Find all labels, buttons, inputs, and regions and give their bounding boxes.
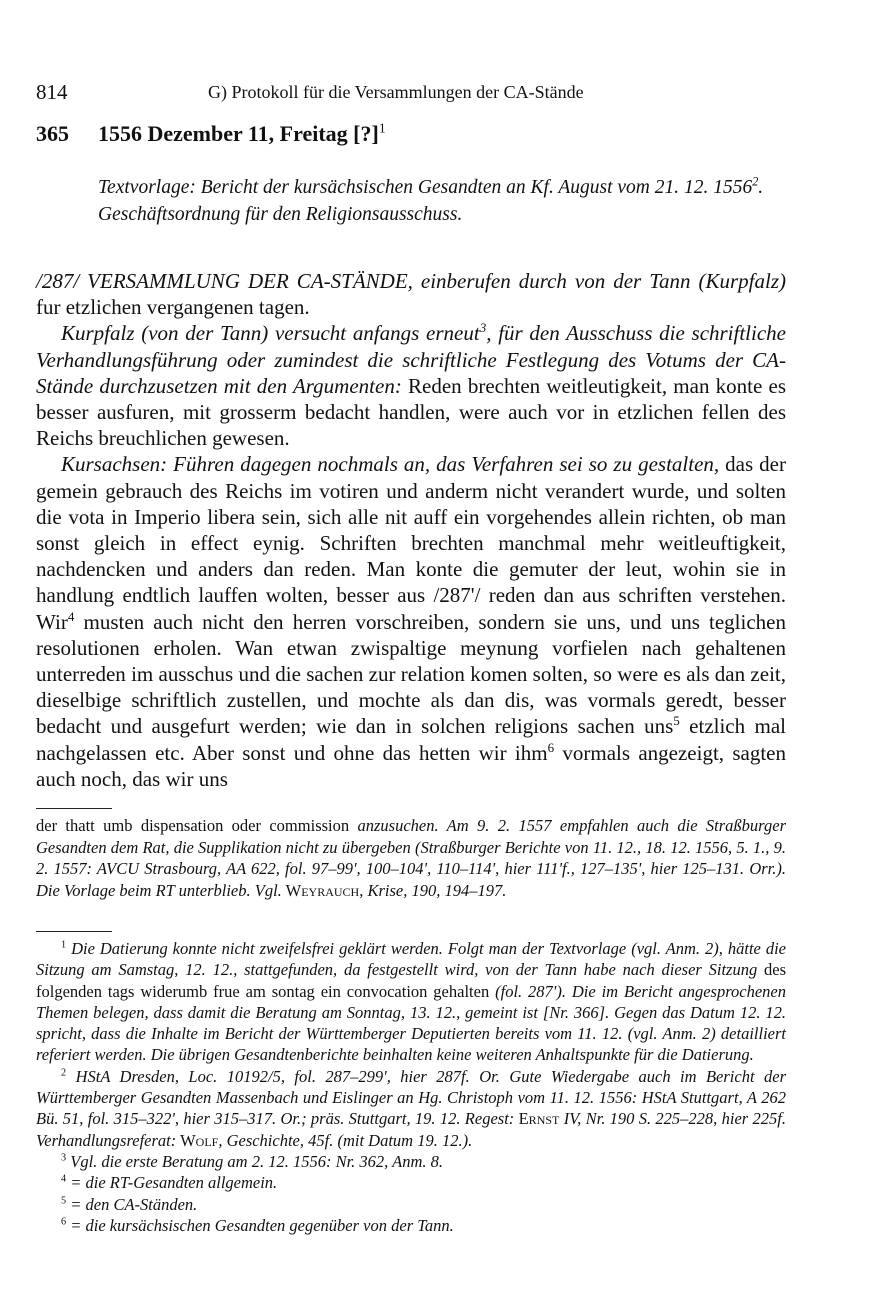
footnote-4 bbox=[36, 1172, 786, 1193]
p1-text: fur etzlichen vergangenen tagen. bbox=[36, 295, 310, 320]
p3-text-c: etzlich mal nachgelassen etc. Aber sonst und ohne das hetten wir ihm bbox=[36, 714, 786, 765]
fn4-mark: 4 bbox=[61, 1173, 67, 1185]
fn2-italic-c: , Geschichte, 45f. (mit Datum 19. 12.). bbox=[218, 1130, 473, 1150]
running-header bbox=[36, 80, 786, 106]
document-number: 365 bbox=[36, 121, 69, 146]
p3-italic: Kursachsen: Führen dagegen nochmals an, das Verfahren sei so zu gestalten, bbox=[61, 452, 720, 477]
footnote-ref-2[interactable]: 2 bbox=[752, 174, 759, 189]
footnote-ref-1[interactable]: 1 bbox=[378, 120, 386, 136]
fn2-author-1: Ernst bbox=[514, 1109, 560, 1129]
fn4-italic: = die RT-Gesandten allgemein. bbox=[66, 1173, 278, 1193]
main-text bbox=[36, 268, 786, 792]
footnote-6 bbox=[36, 1215, 786, 1236]
footnote-ref-5[interactable]: 5 bbox=[673, 713, 680, 729]
fn1-text: des folgenden tags widerumb frue am sontag ein convocation gehalten bbox=[36, 960, 787, 1001]
p3-text-d: vormals angezeigt, sagten auch noch, das wir uns bbox=[36, 740, 787, 791]
cont-author: Weyrauch bbox=[281, 880, 360, 900]
footnote-3 bbox=[36, 1151, 786, 1172]
fn2-italic-a: HStA Dresden, Loc. 10192/5, fol. 287–299', hier 287f. Or. Gute Wiedergabe auch im Bericht der Württemberger Gesandten Massenbach und Eislinger an Hg. Christoph vom 11. 12. 1556: HStA Stuttgart, A 262 Bü. 51, fol. 315–322', hier 315–317. Or.; präs. Stuttgart, 19. 12. Regest: bbox=[36, 1066, 786, 1129]
fn2-italic-b: IV, Nr. 190 S. 225–228, hier 225f. Verhandlungsreferat: bbox=[36, 1109, 786, 1150]
cont-text: der thatt umb dispensation oder commission bbox=[36, 816, 358, 835]
continuation-rule bbox=[36, 808, 112, 809]
page-number: 814 bbox=[36, 80, 68, 104]
footnote-ref-6[interactable]: 6 bbox=[547, 739, 555, 755]
paragraph-2 bbox=[36, 320, 786, 451]
p2-text: Reden brechten weitleutigkeit, man konte es besser ausfuren, mit grosserm bedacht handlen, were auch vor in etzlichen fellen des Reichs breuchlichen gewesen. bbox=[36, 373, 786, 451]
continued-note bbox=[36, 815, 786, 901]
footnotes bbox=[36, 938, 786, 1236]
footnote-ref-4[interactable]: 4 bbox=[67, 608, 75, 624]
footnote-1 bbox=[36, 938, 786, 1066]
cont-italic-a: anzusuchen. Am 9. 2. 1557 empfahlen auch die Straßburger Gesandten dem Rat, die Supplikation nicht zu übergeben (Straßburger Berichte von 11. 12., 18. 12. 1556, 5. 1., 9. 2. 1557: AVCU Strasbourg, AA 622, fol. 97–99', 100–104', 110–114', hier 111'f., 127–135', hier 125–131. Orr.). Die Vorlage beim RT unterblieb. Vgl. bbox=[36, 816, 786, 900]
procedure-line: Geschäftsordnung für den Religionsausschuss. bbox=[98, 204, 463, 225]
source-note bbox=[98, 174, 786, 228]
fn5-italic: = den CA-Ständen. bbox=[66, 1194, 198, 1214]
fn3-mark: 3 bbox=[61, 1152, 67, 1164]
footnote-5 bbox=[36, 1194, 786, 1215]
fn1-italic-a: Die Datierung konnte nicht zweifelsfrei geklärt werden. Folgt man der Textvorlage (vgl. Anm. 2), hätte die Sitzung am Samstag, 12. 12., stattgefunden, da festgestellt wird, von der Tann habe nach dieser Sitzung bbox=[36, 939, 786, 980]
fn2-author-2: Wolf bbox=[176, 1130, 219, 1150]
footnote-ref-3[interactable]: 3 bbox=[479, 320, 487, 336]
p2-italic-b: , für den Ausschuss die schriftliche Verhandlungsführung oder zumindest die schriftliche Festlegung des Votums der CA-Stände durchzusetzen mit den Argumenten: bbox=[36, 321, 786, 398]
p3-text-a: das der gemein gebrauch des Reichs im votiren und anderm nicht verandert wurde, und solten die vota in Imperio libera sein, sich alle nit auff ein vorgehendes allein richten, ob man sonst gleich in effect eynig. Schriften brechten manchmal mehr weitleuftigkeit, nachdencken und anders dan reden. Man konte die gemuter der leut, wohin sie in handlung endtlich lauffen wolten, besser aus /287'/ reden dan aus schriften verstehen. Wir bbox=[36, 452, 786, 634]
source-line bbox=[98, 174, 786, 201]
source-period: . bbox=[758, 177, 764, 198]
document-title: 1556 Dezember 11, Freitag [?] bbox=[98, 121, 379, 146]
p3-text-b: musten auch nicht den herren vorschreiben, sondern sie uns, und uns teglichen resolutionen erholen. Wan etwan zwispaltige meynung vorfielen nach gehaltenen unterreden im ausschus und die sachen zur relation komen solten, so were es als dan zeit, dieselbige schriftlich zustellen, und mochte als dan dis, was vormals geredt, besser bedacht und ausgefurt werden; wie dan in solchen religions sachen uns bbox=[36, 609, 786, 739]
fn6-mark: 6 bbox=[61, 1216, 67, 1228]
running-title: G) Protokoll für die Versammlungen der CA-Stände bbox=[208, 82, 584, 102]
footnote-rule bbox=[36, 931, 112, 932]
fn2-mark: 2 bbox=[61, 1067, 67, 1079]
document-heading bbox=[36, 121, 386, 147]
p1-italic: /287/ VERSAMMLUNG DER CA-STÄNDE, einberufen durch von der Tann (Kurpfalz) bbox=[36, 269, 786, 293]
fn5-mark: 5 bbox=[61, 1195, 67, 1207]
source-text: Textvorlage: Bericht der kursächsischen Gesandten an Kf. August vom 21. 12. 1556 bbox=[98, 177, 753, 198]
cont-italic-b: , Krise, 190, 194–197. bbox=[359, 880, 507, 900]
footnote-2 bbox=[36, 1066, 786, 1151]
paragraph-1 bbox=[36, 268, 786, 320]
fn1-italic-b: (fol. 287'). Die im Bericht angesprochenen Themen belegen, dass damit die Beratung am Sonntag, 13. 12., gemeint ist [Nr. 366]. Gegen das Datum 12. 12. spricht, dass die Inhalte im Bericht der Württemberger Deputierten bereits vom 11. 12. (vgl. Anm. 2) detailliert referiert werden. Die übrigen Gesandtenberichte beinhalten keine weiteren Anhaltspunkte für die Datierung. bbox=[36, 981, 786, 1065]
fn6-italic: = die kursächsischen Gesandten gegenüber von der Tann. bbox=[66, 1215, 454, 1235]
p2-italic-a: Kurpfalz (von der Tann) versucht anfangs erneut bbox=[61, 321, 480, 346]
fn1-mark: 1 bbox=[61, 939, 67, 951]
paragraph-3 bbox=[36, 451, 786, 792]
fn3-italic: Vgl. die erste Beratung am 2. 12. 1556: Nr. 362, Anm. 8. bbox=[66, 1151, 443, 1171]
